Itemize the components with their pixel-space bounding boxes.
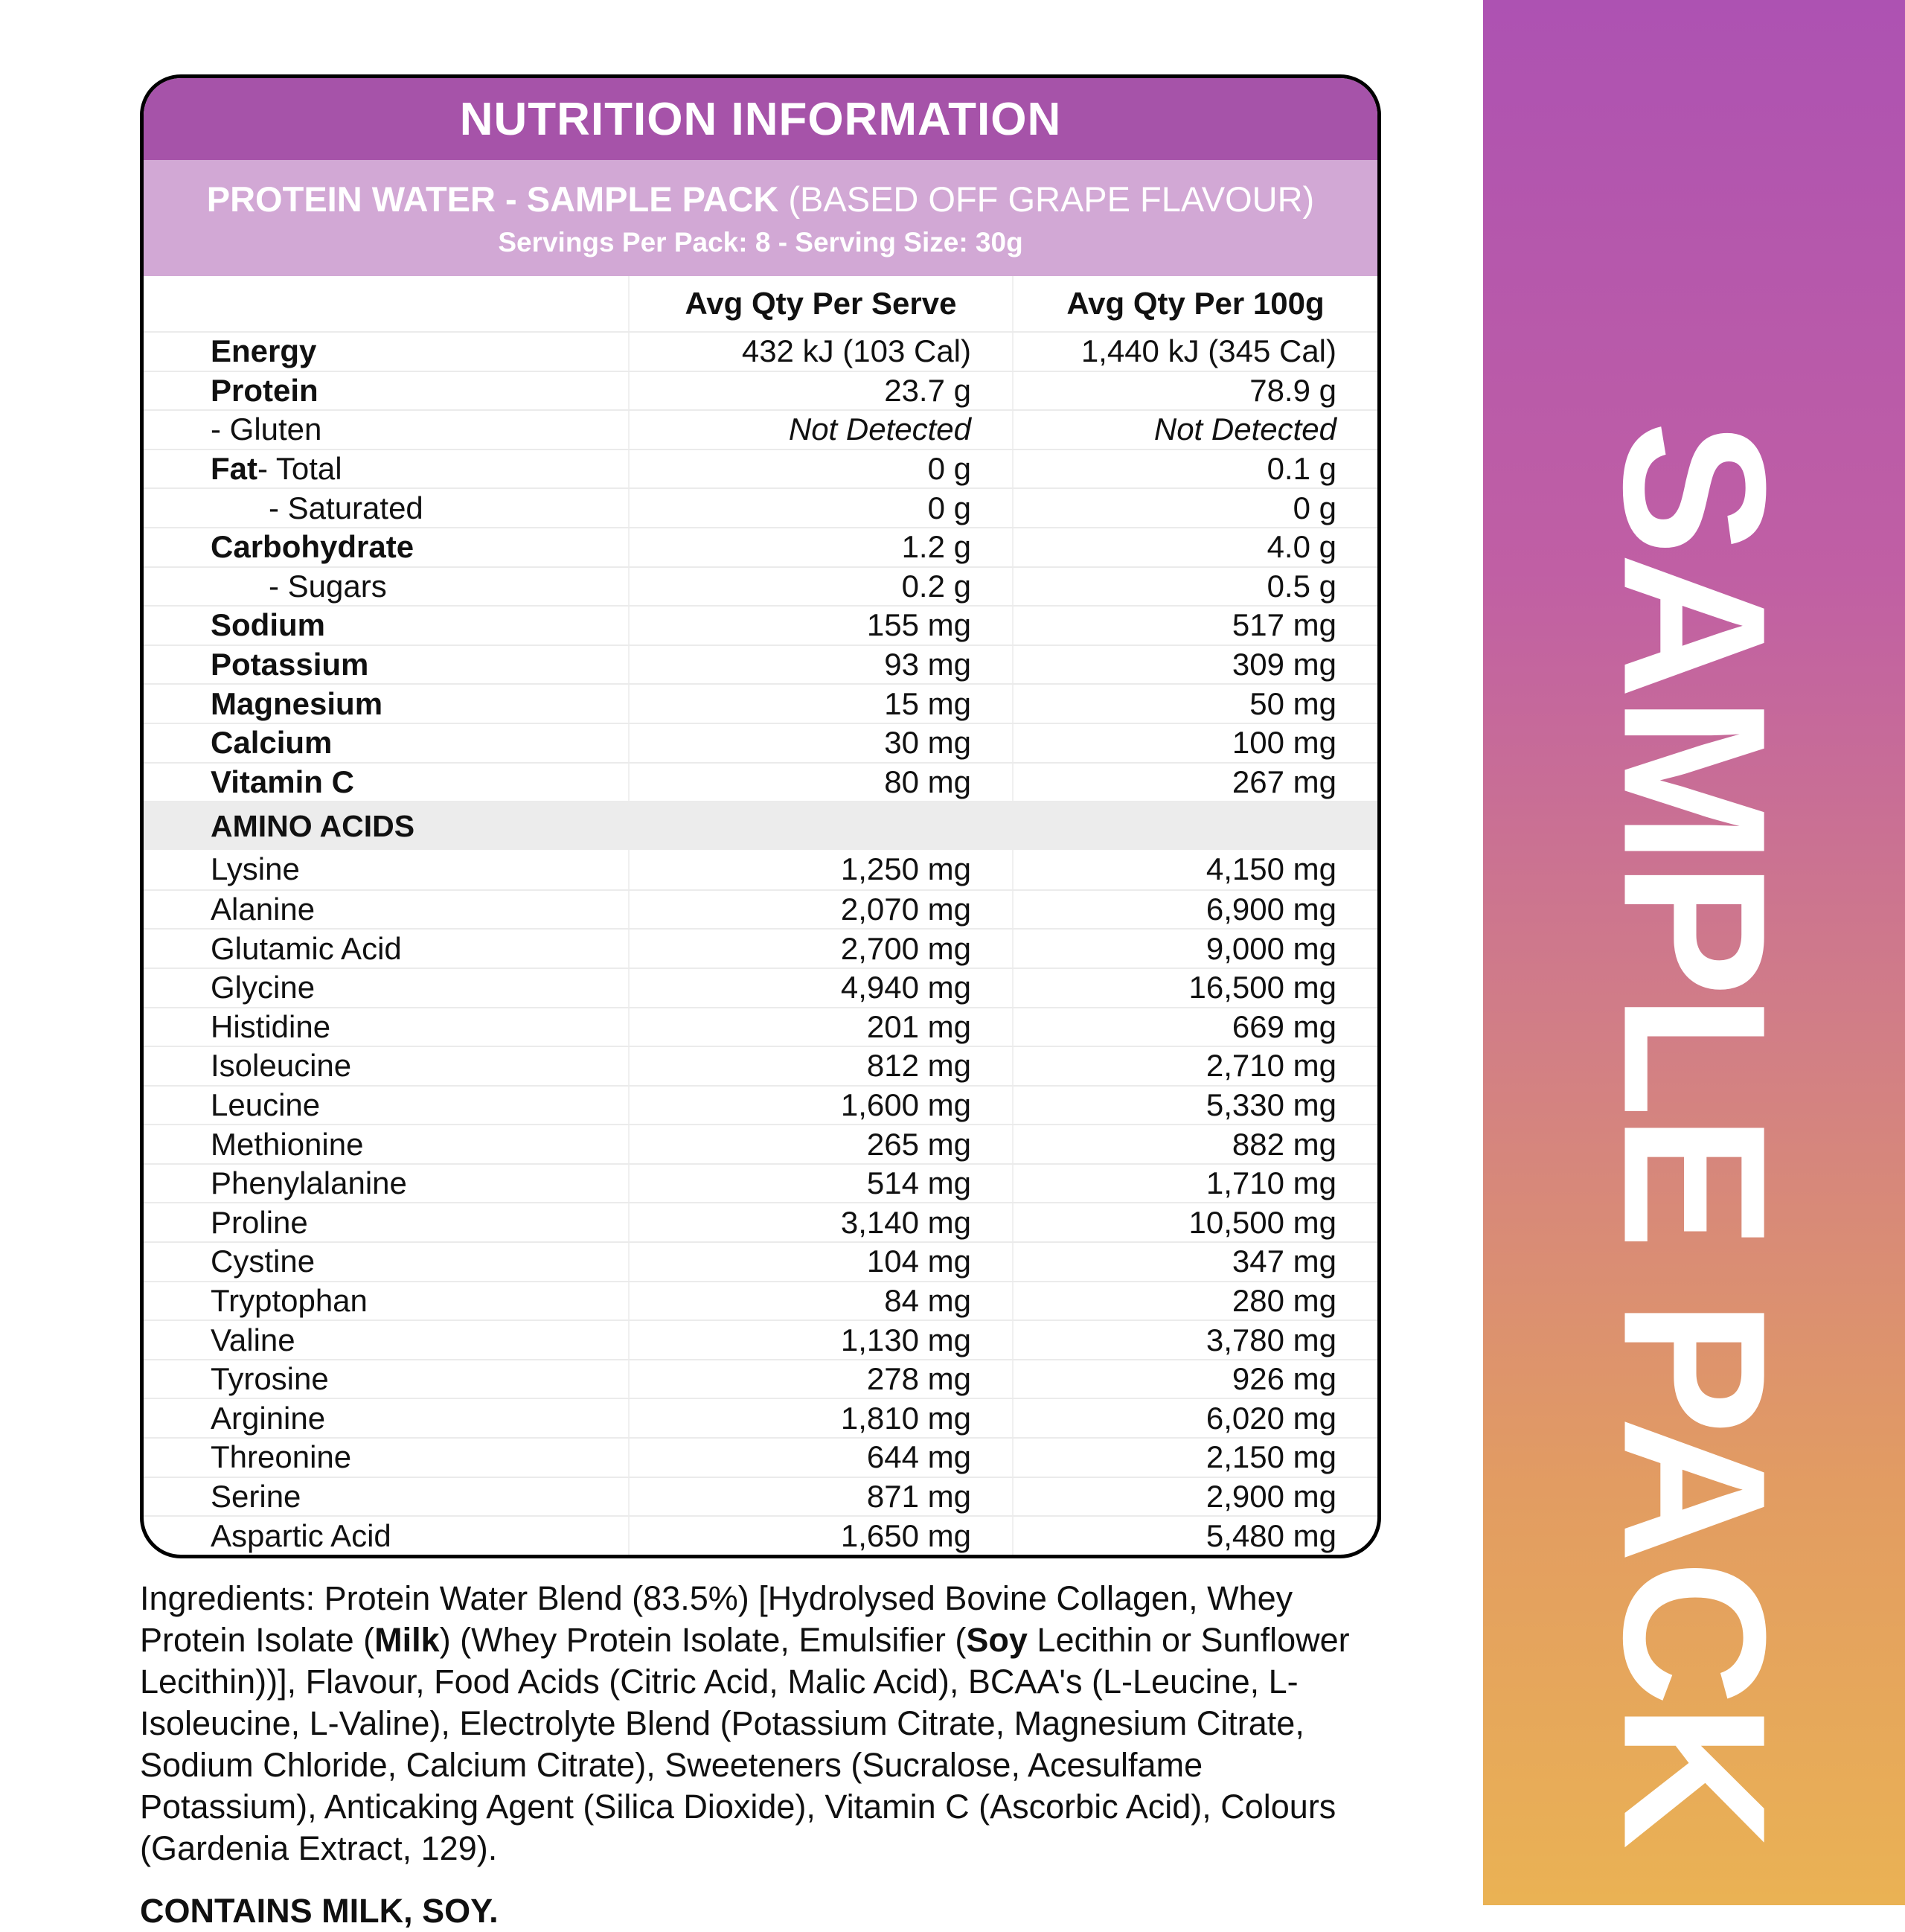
row-label: - Gluten — [211, 412, 322, 447]
table-row — [144, 1007, 1377, 1046]
nutrition-panel — [140, 74, 1381, 1558]
value-per-100g: 517 mg — [1012, 607, 1377, 644]
value-per-serve: 1.2 g — [628, 528, 1012, 566]
row-label: - Total — [257, 451, 342, 487]
table-row — [144, 850, 1377, 889]
table-row — [144, 644, 1377, 684]
contains-statement: CONTAINS MILK, SOY. — [140, 1892, 499, 1930]
row-label-bold: Tyrosine — [211, 1361, 329, 1397]
value-per-100g: 16,500 mg — [1012, 969, 1377, 1007]
row-label-bold: Threonine — [211, 1439, 352, 1475]
product-name: PROTEIN WATER - SAMPLE PACK — [206, 179, 779, 219]
value-per-serve: 432 kJ (103 Cal) — [628, 333, 1012, 371]
table-row — [144, 1515, 1377, 1555]
value-per-100g: 78.9 g — [1012, 372, 1377, 410]
nutrient-table — [144, 331, 1377, 801]
row-label-bold: Tryptophan — [211, 1282, 368, 1318]
row-label-bold: Histidine — [211, 1008, 331, 1044]
row-label-bold: Carbohydrate — [211, 529, 414, 565]
table-row — [144, 1124, 1377, 1163]
value-per-serve: 0.2 g — [628, 568, 1012, 606]
value-per-serve: 93 mg — [628, 646, 1012, 684]
table-row — [144, 487, 1377, 527]
row-label-bold: Magnesium — [211, 685, 383, 721]
value-per-serve: 278 mg — [628, 1360, 1012, 1398]
row-label-bold: Arginine — [211, 1400, 326, 1436]
product-flavour-note: (BASED OFF GRAPE FLAVOUR) — [778, 179, 1315, 219]
table-row — [144, 1046, 1377, 1085]
table-row — [144, 762, 1377, 802]
value-per-serve: 1,810 mg — [628, 1399, 1012, 1437]
table-row — [144, 1241, 1377, 1281]
row-label-bold: Methionine — [211, 1126, 364, 1162]
row-label-bold: Potassium — [211, 647, 369, 682]
value-per-100g: 2,900 mg — [1012, 1478, 1377, 1516]
column-header-100g: Avg Qty Per 100g — [1012, 276, 1377, 331]
row-label-bold: Aspartic Acid — [211, 1517, 391, 1553]
table-row — [144, 605, 1377, 644]
row-label-bold: Glycine — [211, 970, 316, 1005]
panel-title: NUTRITION INFORMATION — [459, 93, 1062, 145]
value-per-serve: 30 mg — [628, 724, 1012, 762]
table-column-headers — [144, 276, 1377, 331]
value-per-serve: 1,130 mg — [628, 1321, 1012, 1359]
row-label-bold: Alanine — [211, 892, 316, 927]
row-label-bold: Valine — [211, 1322, 295, 1357]
value-per-100g: 267 mg — [1012, 764, 1377, 802]
row-label-bold: Glutamic Acid — [211, 930, 402, 966]
table-row — [144, 449, 1377, 488]
value-per-100g: 100 mg — [1012, 724, 1377, 762]
table-row — [144, 409, 1377, 449]
value-per-100g: 9,000 mg — [1012, 930, 1377, 967]
row-label-bold: Leucine — [211, 1087, 321, 1122]
table-row — [144, 1085, 1377, 1125]
value-per-100g: 1,710 mg — [1012, 1165, 1377, 1203]
row-label-bold: Serine — [211, 1478, 301, 1514]
row-label-bold: Vitamin C — [211, 764, 354, 799]
value-per-100g: 1,440 kJ (345 Cal) — [1012, 333, 1377, 371]
value-per-serve: 1,250 mg — [628, 850, 1012, 889]
value-per-serve: Not Detected — [628, 411, 1012, 449]
table-row — [144, 967, 1377, 1007]
row-label-bold: Phenylalanine — [211, 1165, 407, 1201]
amino-acid-table — [144, 850, 1377, 1555]
table-row — [144, 1281, 1377, 1320]
table-row — [144, 566, 1377, 606]
row-label-bold: Sodium — [211, 607, 325, 643]
table-row — [144, 889, 1377, 929]
table-row — [144, 723, 1377, 762]
value-per-serve: 871 mg — [628, 1478, 1012, 1516]
value-per-100g: 926 mg — [1012, 1360, 1377, 1398]
value-per-100g: 10,500 mg — [1012, 1203, 1377, 1241]
panel-subheader — [144, 160, 1377, 276]
allergen-soy: Soy — [966, 1621, 1028, 1659]
amino-acids-section-header: AMINO ACIDS — [144, 801, 1377, 850]
table-row — [144, 1398, 1377, 1437]
value-per-serve: 4,940 mg — [628, 969, 1012, 1007]
serving-info: Servings Per Pack: 8 - Serving Size: 30g — [498, 226, 1023, 258]
value-per-serve: 84 mg — [628, 1282, 1012, 1320]
value-per-serve: 23.7 g — [628, 372, 1012, 410]
value-per-serve: 3,140 mg — [628, 1203, 1012, 1241]
value-per-100g: 280 mg — [1012, 1282, 1377, 1320]
value-per-serve: 201 mg — [628, 1008, 1012, 1046]
value-per-100g: 669 mg — [1012, 1008, 1377, 1046]
table-row — [144, 1163, 1377, 1203]
value-per-serve: 15 mg — [628, 685, 1012, 723]
value-per-100g: 0.5 g — [1012, 568, 1377, 606]
ingredients-segment: Lecithin or Sunflower Lecithin))], Flavour, Food Acids (Citric Acid, Malic Acid), BCAA's (L-Leucine, L-Isoleucine, L-Valine), Electrolyte Blend (Potassium Citrate, Magnesium Citrate, Sodium Chloride, Calcium Citrate), Sweeteners (Sucralose, Acesulfame Potassium), Anticaking Agent (Silica Dioxide), Vitamin C (Ascorbic Acid), Colours (Gardenia Extract, 129). — [140, 1621, 1350, 1867]
value-per-100g: 50 mg — [1012, 685, 1377, 723]
value-per-100g: 4.0 g — [1012, 528, 1377, 566]
row-label-bold: Proline — [211, 1204, 308, 1240]
sample-pack-banner-text: SAMPLE PACK — [1581, 420, 1808, 1846]
row-label-bold: Calcium — [211, 725, 333, 761]
row-label: - Saturated — [269, 490, 423, 525]
value-per-serve: 155 mg — [628, 607, 1012, 644]
value-per-serve: 2,700 mg — [628, 930, 1012, 967]
value-per-100g: Not Detected — [1012, 411, 1377, 449]
value-per-100g: 347 mg — [1012, 1243, 1377, 1281]
value-per-serve: 1,650 mg — [628, 1517, 1012, 1555]
panel-header — [144, 78, 1377, 160]
value-per-serve: 2,070 mg — [628, 891, 1012, 929]
value-per-100g: 882 mg — [1012, 1125, 1377, 1163]
value-per-100g: 6,900 mg — [1012, 891, 1377, 929]
ingredients-text — [140, 1578, 1387, 1869]
value-per-serve: 104 mg — [628, 1243, 1012, 1281]
row-label-bold: Isoleucine — [211, 1048, 352, 1084]
value-per-100g: 309 mg — [1012, 646, 1377, 684]
value-per-100g: 0 g — [1012, 489, 1377, 527]
value-per-100g: 4,150 mg — [1012, 850, 1377, 889]
table-row — [144, 1437, 1377, 1477]
table-row — [144, 1320, 1377, 1359]
value-per-serve: 1,600 mg — [628, 1087, 1012, 1125]
value-per-100g: 2,710 mg — [1012, 1047, 1377, 1085]
table-row — [144, 527, 1377, 566]
value-per-serve: 265 mg — [628, 1125, 1012, 1163]
row-label-bold: Fat — [211, 451, 257, 487]
product-subtitle — [207, 179, 1314, 220]
sample-pack-banner — [1483, 0, 1905, 1905]
row-label-bold: Cystine — [211, 1244, 316, 1279]
row-label-bold: Protein — [211, 372, 318, 408]
ingredients-block — [140, 1578, 1387, 1932]
ingredients-segment: Ingredients: Protein Water Blend (83.5%) [Hydrolysed Bovine Collagen, Whey Protein Isolate ( — [140, 1579, 1293, 1659]
table-row — [144, 331, 1377, 371]
value-per-serve: 514 mg — [628, 1165, 1012, 1203]
row-label: - Sugars — [269, 568, 387, 604]
value-per-100g: 5,330 mg — [1012, 1087, 1377, 1125]
row-label-bold: Lysine — [211, 851, 300, 887]
value-per-serve: 0 g — [628, 450, 1012, 488]
table-row — [144, 928, 1377, 967]
table-row — [144, 1477, 1377, 1516]
row-label-bold: Energy — [211, 333, 317, 369]
column-header-blank — [144, 276, 628, 331]
table-row — [144, 683, 1377, 723]
value-per-serve: 80 mg — [628, 764, 1012, 802]
value-per-serve: 812 mg — [628, 1047, 1012, 1085]
column-header-serve: Avg Qty Per Serve — [628, 276, 1012, 331]
value-per-serve: 644 mg — [628, 1439, 1012, 1477]
value-per-serve: 0 g — [628, 489, 1012, 527]
table-row — [144, 1202, 1377, 1241]
value-per-100g: 2,150 mg — [1012, 1439, 1377, 1477]
value-per-100g: 6,020 mg — [1012, 1399, 1377, 1437]
value-per-100g: 3,780 mg — [1012, 1321, 1377, 1359]
value-per-100g: 5,480 mg — [1012, 1517, 1377, 1555]
table-row — [144, 1359, 1377, 1398]
table-row — [144, 371, 1377, 410]
value-per-100g: 0.1 g — [1012, 450, 1377, 488]
ingredients-segment: ) (Whey Protein Isolate, Emulsifier ( — [439, 1621, 967, 1659]
allergen-milk: Milk — [374, 1621, 440, 1659]
